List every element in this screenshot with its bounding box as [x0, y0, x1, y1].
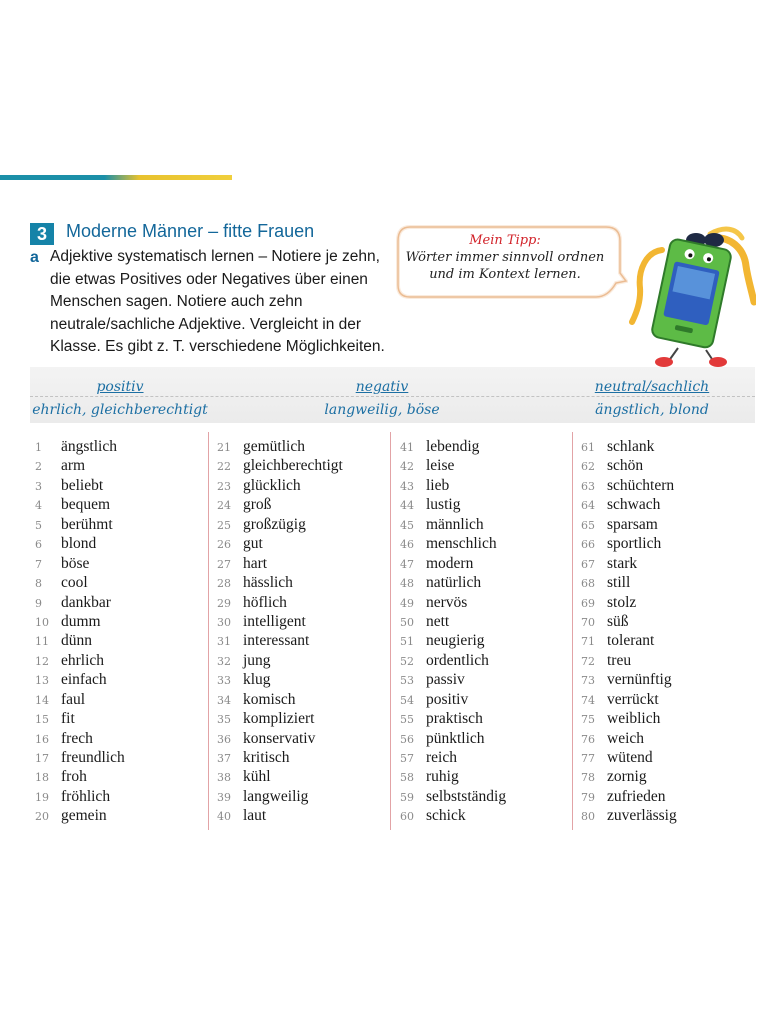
word-number: 47	[400, 557, 414, 571]
word-item	[217, 651, 343, 670]
word-number: 78	[581, 771, 595, 785]
word-item	[400, 456, 506, 475]
word-number: 56	[400, 732, 414, 746]
word-number: 9	[35, 596, 42, 610]
word-number: 1	[35, 441, 42, 454]
word-item	[35, 612, 125, 631]
word-column-1	[35, 437, 125, 826]
word-number: 49	[400, 596, 414, 610]
word-number: 59	[400, 790, 414, 804]
word-number: 10	[35, 615, 49, 629]
word-number: 39	[217, 790, 231, 804]
word-text: böse	[61, 554, 90, 572]
word-number: 18	[35, 771, 49, 785]
word-text: hässlich	[243, 574, 293, 592]
word-item	[400, 651, 506, 670]
word-number: 41	[400, 441, 414, 454]
word-item	[35, 748, 125, 767]
word-text: großzügig	[243, 515, 306, 533]
word-text: zornig	[607, 768, 647, 786]
word-number: 44	[400, 499, 414, 513]
word-text: leise	[426, 457, 455, 475]
word-number: 35	[217, 713, 231, 727]
word-number: 7	[35, 557, 42, 571]
word-number: 51	[400, 635, 414, 649]
word-text: neugierig	[426, 632, 485, 650]
word-item	[35, 631, 125, 650]
category-examples-positiv: ehrlich, gleichberechtigt	[32, 402, 208, 418]
word-number: 32	[217, 654, 231, 668]
word-item	[217, 515, 343, 534]
word-text: lieb	[426, 476, 450, 494]
word-item	[35, 709, 125, 728]
word-number: 53	[400, 674, 414, 688]
mascot-phone-illustration	[626, 222, 756, 375]
column-separator	[572, 432, 573, 830]
word-item	[581, 651, 677, 670]
word-item	[217, 748, 343, 767]
category-heading-positiv: positiv	[96, 379, 144, 395]
word-text: modern	[426, 554, 474, 572]
word-number: 25	[217, 518, 231, 532]
word-number: 37	[217, 752, 231, 765]
word-text: zufrieden	[607, 787, 666, 805]
word-text: cool	[61, 574, 88, 592]
word-item	[35, 515, 125, 534]
word-item	[217, 787, 343, 806]
word-number: 65	[581, 518, 595, 532]
word-item	[35, 651, 125, 670]
word-column-3	[400, 437, 506, 826]
word-number: 79	[581, 790, 595, 804]
word-item	[581, 554, 677, 573]
tip-line-1: Wörter immer sinnvoll ordnen	[405, 250, 605, 265]
word-item	[35, 670, 125, 689]
word-item	[400, 573, 506, 592]
word-text: interessant	[243, 632, 310, 650]
word-number: 57	[400, 752, 414, 765]
word-number: 17	[35, 752, 49, 765]
word-item	[35, 476, 125, 495]
word-item	[581, 476, 677, 495]
word-text: freundlich	[61, 749, 125, 766]
word-text: fit	[61, 710, 75, 728]
word-text: sparsam	[607, 515, 658, 533]
word-item	[217, 476, 343, 495]
word-item	[400, 709, 506, 728]
word-item	[35, 787, 125, 806]
word-text: beliebt	[61, 476, 104, 494]
word-item	[217, 729, 343, 748]
word-text: reich	[426, 749, 457, 766]
word-text: zuverlässig	[607, 807, 677, 825]
word-text: kompliziert	[243, 710, 315, 728]
word-item	[581, 437, 677, 456]
word-number: 4	[35, 499, 42, 513]
tip-title: Mein Tipp:	[469, 233, 541, 248]
word-item	[581, 456, 677, 475]
word-text: lustig	[426, 496, 461, 514]
word-item	[217, 670, 343, 689]
word-number: 74	[581, 693, 595, 707]
word-text: bequem	[61, 496, 111, 514]
word-number: 68	[581, 577, 595, 591]
word-number: 61	[581, 441, 595, 454]
word-number: 60	[400, 810, 414, 824]
word-item	[400, 534, 506, 553]
word-number: 80	[581, 810, 595, 824]
word-text: männlich	[426, 515, 484, 533]
word-number: 5	[35, 518, 42, 532]
word-text: frech	[61, 729, 93, 747]
word-number: 30	[217, 615, 231, 629]
word-item	[581, 515, 677, 534]
word-text: sportlich	[607, 535, 662, 553]
word-item	[217, 495, 343, 514]
column-separator	[390, 432, 391, 830]
word-text: dünn	[61, 632, 92, 650]
word-text: verrückt	[607, 690, 659, 708]
word-number: 67	[581, 557, 595, 571]
word-number: 48	[400, 577, 414, 591]
word-number: 69	[581, 596, 595, 610]
word-text: jung	[243, 651, 271, 669]
word-item	[581, 495, 677, 514]
word-item	[35, 729, 125, 748]
word-item	[400, 437, 506, 456]
word-text: langweilig	[243, 787, 309, 805]
word-item	[217, 437, 343, 456]
task-instructions: Adjektive systematisch lernen – Notiere je zehn, die etwas Positives oder Negatives über einen Menschen sagen. Notiere auch zehn neutrale/sachliche Adjektive. Vergleicht in der Klasse. Es gibt z. T. verschiedene Möglichkeiten.	[50, 248, 385, 355]
word-text: positiv	[426, 690, 469, 708]
word-text: schön	[607, 457, 644, 475]
word-text: ruhig	[426, 768, 459, 786]
word-item	[581, 631, 677, 650]
word-item	[217, 767, 343, 786]
category-heading-neutral: neutral/sachlich	[594, 379, 710, 395]
word-number: 24	[217, 499, 231, 513]
word-text: weiblich	[607, 710, 661, 728]
word-item	[217, 573, 343, 592]
word-number: 33	[217, 674, 231, 688]
word-text: gleichberechtigt	[243, 457, 343, 475]
word-item	[400, 554, 506, 573]
word-number: 19	[35, 790, 49, 804]
word-item	[581, 573, 677, 592]
word-item	[400, 515, 506, 534]
word-item	[400, 729, 506, 748]
header-accent-bar	[0, 175, 232, 180]
word-text: selbstständig	[426, 787, 507, 805]
word-text: laut	[243, 807, 267, 825]
word-item	[217, 631, 343, 650]
word-number: 71	[581, 635, 595, 649]
word-item	[35, 495, 125, 514]
word-item	[581, 709, 677, 728]
word-text: lebendig	[426, 438, 480, 455]
word-text: schüchtern	[607, 476, 675, 494]
category-examples-neutral: ängstlich, blond	[595, 402, 709, 418]
word-text: nervös	[426, 593, 468, 611]
word-item	[400, 612, 506, 631]
word-item	[581, 612, 677, 631]
column-separator	[208, 432, 209, 830]
word-text: dumm	[61, 612, 101, 630]
word-item	[400, 593, 506, 612]
word-number: 55	[400, 713, 414, 727]
word-text: menschlich	[426, 535, 497, 553]
word-text: kritisch	[243, 749, 290, 766]
word-text: intelligent	[243, 612, 306, 630]
word-text: pünktlich	[426, 729, 485, 747]
word-text: schick	[426, 807, 466, 825]
word-number: 43	[400, 479, 414, 493]
word-text: vernünftig	[607, 671, 672, 689]
word-number: 50	[400, 615, 414, 629]
word-text: glücklich	[243, 476, 301, 494]
word-item	[400, 631, 506, 650]
word-number: 72	[581, 654, 595, 668]
word-text: arm	[61, 457, 86, 475]
word-number: 3	[35, 479, 42, 493]
word-number: 15	[35, 713, 49, 727]
word-text: berühmt	[61, 515, 113, 533]
word-text: einfach	[61, 671, 107, 689]
word-number: 22	[217, 460, 231, 474]
word-text: ängstlich	[61, 438, 117, 455]
word-number: 73	[581, 674, 595, 688]
word-item	[35, 806, 125, 825]
word-number: 40	[217, 810, 231, 824]
word-item	[581, 806, 677, 825]
word-text: treu	[607, 651, 632, 669]
word-text: wütend	[607, 749, 653, 766]
word-number: 34	[217, 693, 231, 707]
word-number: 62	[581, 460, 595, 474]
word-number: 28	[217, 577, 231, 591]
word-number: 45	[400, 518, 414, 532]
word-item	[581, 670, 677, 689]
word-text: praktisch	[426, 710, 483, 728]
word-item	[35, 534, 125, 553]
word-item	[35, 554, 125, 573]
word-text: nett	[426, 612, 450, 630]
word-text: fröhlich	[61, 787, 111, 805]
word-text: ordentlich	[426, 651, 489, 669]
word-item	[35, 767, 125, 786]
word-item	[35, 690, 125, 709]
category-examples-negativ: langweilig, böse	[324, 402, 440, 418]
word-text: blond	[61, 535, 97, 553]
word-number: 46	[400, 538, 414, 552]
word-text: hart	[243, 554, 268, 572]
word-number: 31	[217, 635, 231, 649]
word-text: ehrlich	[61, 651, 105, 669]
word-text: komisch	[243, 690, 296, 708]
word-text: schwach	[607, 496, 661, 514]
word-number: 13	[35, 674, 49, 688]
word-item	[217, 806, 343, 825]
word-number: 66	[581, 538, 595, 552]
word-number: 52	[400, 654, 414, 668]
word-number: 16	[35, 732, 49, 746]
word-text: natürlich	[426, 574, 482, 592]
word-text: gemütlich	[243, 438, 305, 455]
word-column-2	[217, 437, 343, 826]
word-number: 26	[217, 538, 231, 552]
word-number: 76	[581, 732, 595, 746]
word-item	[217, 534, 343, 553]
word-item	[217, 554, 343, 573]
word-text: klug	[243, 671, 271, 689]
word-text: gemein	[61, 807, 107, 825]
word-item	[400, 670, 506, 689]
word-item	[581, 748, 677, 767]
word-item	[217, 456, 343, 475]
word-item	[581, 534, 677, 553]
word-number: 54	[400, 693, 414, 707]
word-number: 20	[35, 810, 49, 824]
word-number: 11	[35, 635, 49, 649]
word-number: 2	[35, 460, 42, 474]
word-text: stark	[607, 554, 638, 572]
word-number: 6	[35, 538, 42, 552]
word-item	[400, 767, 506, 786]
word-item	[400, 806, 506, 825]
word-number: 14	[35, 693, 49, 707]
word-number: 29	[217, 596, 231, 610]
word-number: 36	[217, 732, 231, 746]
word-item	[581, 729, 677, 748]
word-text: still	[607, 574, 631, 592]
word-item	[35, 573, 125, 592]
tip-text	[398, 232, 612, 283]
word-number: 38	[217, 771, 231, 785]
word-number: 77	[581, 752, 595, 765]
word-item	[581, 787, 677, 806]
word-text: stolz	[607, 593, 637, 611]
word-item	[400, 787, 506, 806]
word-item	[581, 593, 677, 612]
word-text: höflich	[243, 593, 287, 611]
category-heading-negativ: negativ	[355, 379, 409, 395]
word-item	[400, 690, 506, 709]
word-item	[581, 690, 677, 709]
word-text: tolerant	[607, 632, 655, 650]
exercise-title: Moderne Männer – fitte Frauen	[66, 221, 315, 241]
word-text: kühl	[243, 768, 271, 786]
word-text: süß	[607, 612, 629, 630]
word-text: groß	[243, 496, 272, 514]
word-text: weich	[607, 729, 645, 747]
word-number: 63	[581, 479, 595, 493]
word-column-4	[581, 437, 677, 826]
exercise-number-badge: 3	[30, 223, 54, 245]
word-item	[217, 612, 343, 631]
word-item	[35, 456, 125, 475]
word-number: 70	[581, 615, 595, 629]
word-item	[35, 593, 125, 612]
task-letter: a	[30, 249, 39, 266]
word-text: froh	[61, 768, 87, 786]
word-number: 75	[581, 713, 595, 727]
word-text: konservativ	[243, 729, 316, 747]
word-item	[400, 476, 506, 495]
category-divider	[30, 396, 755, 397]
word-text: passiv	[426, 671, 465, 689]
word-text: dankbar	[61, 593, 111, 611]
word-number: 58	[400, 771, 414, 785]
word-item	[581, 767, 677, 786]
word-text: gut	[243, 535, 263, 553]
word-text: schlank	[607, 438, 655, 455]
word-number: 21	[217, 441, 231, 454]
word-number: 8	[35, 577, 42, 591]
word-item	[400, 495, 506, 514]
tip-line-2: und im Kontext lernen.	[429, 267, 581, 282]
word-item	[400, 748, 506, 767]
word-item	[217, 593, 343, 612]
word-number: 27	[217, 557, 231, 571]
word-number: 42	[400, 460, 414, 474]
word-item	[217, 690, 343, 709]
word-number: 64	[581, 499, 595, 513]
word-number: 23	[217, 479, 231, 493]
word-number: 12	[35, 654, 49, 668]
word-text: faul	[61, 690, 86, 708]
word-item	[35, 437, 125, 456]
word-item	[217, 709, 343, 728]
